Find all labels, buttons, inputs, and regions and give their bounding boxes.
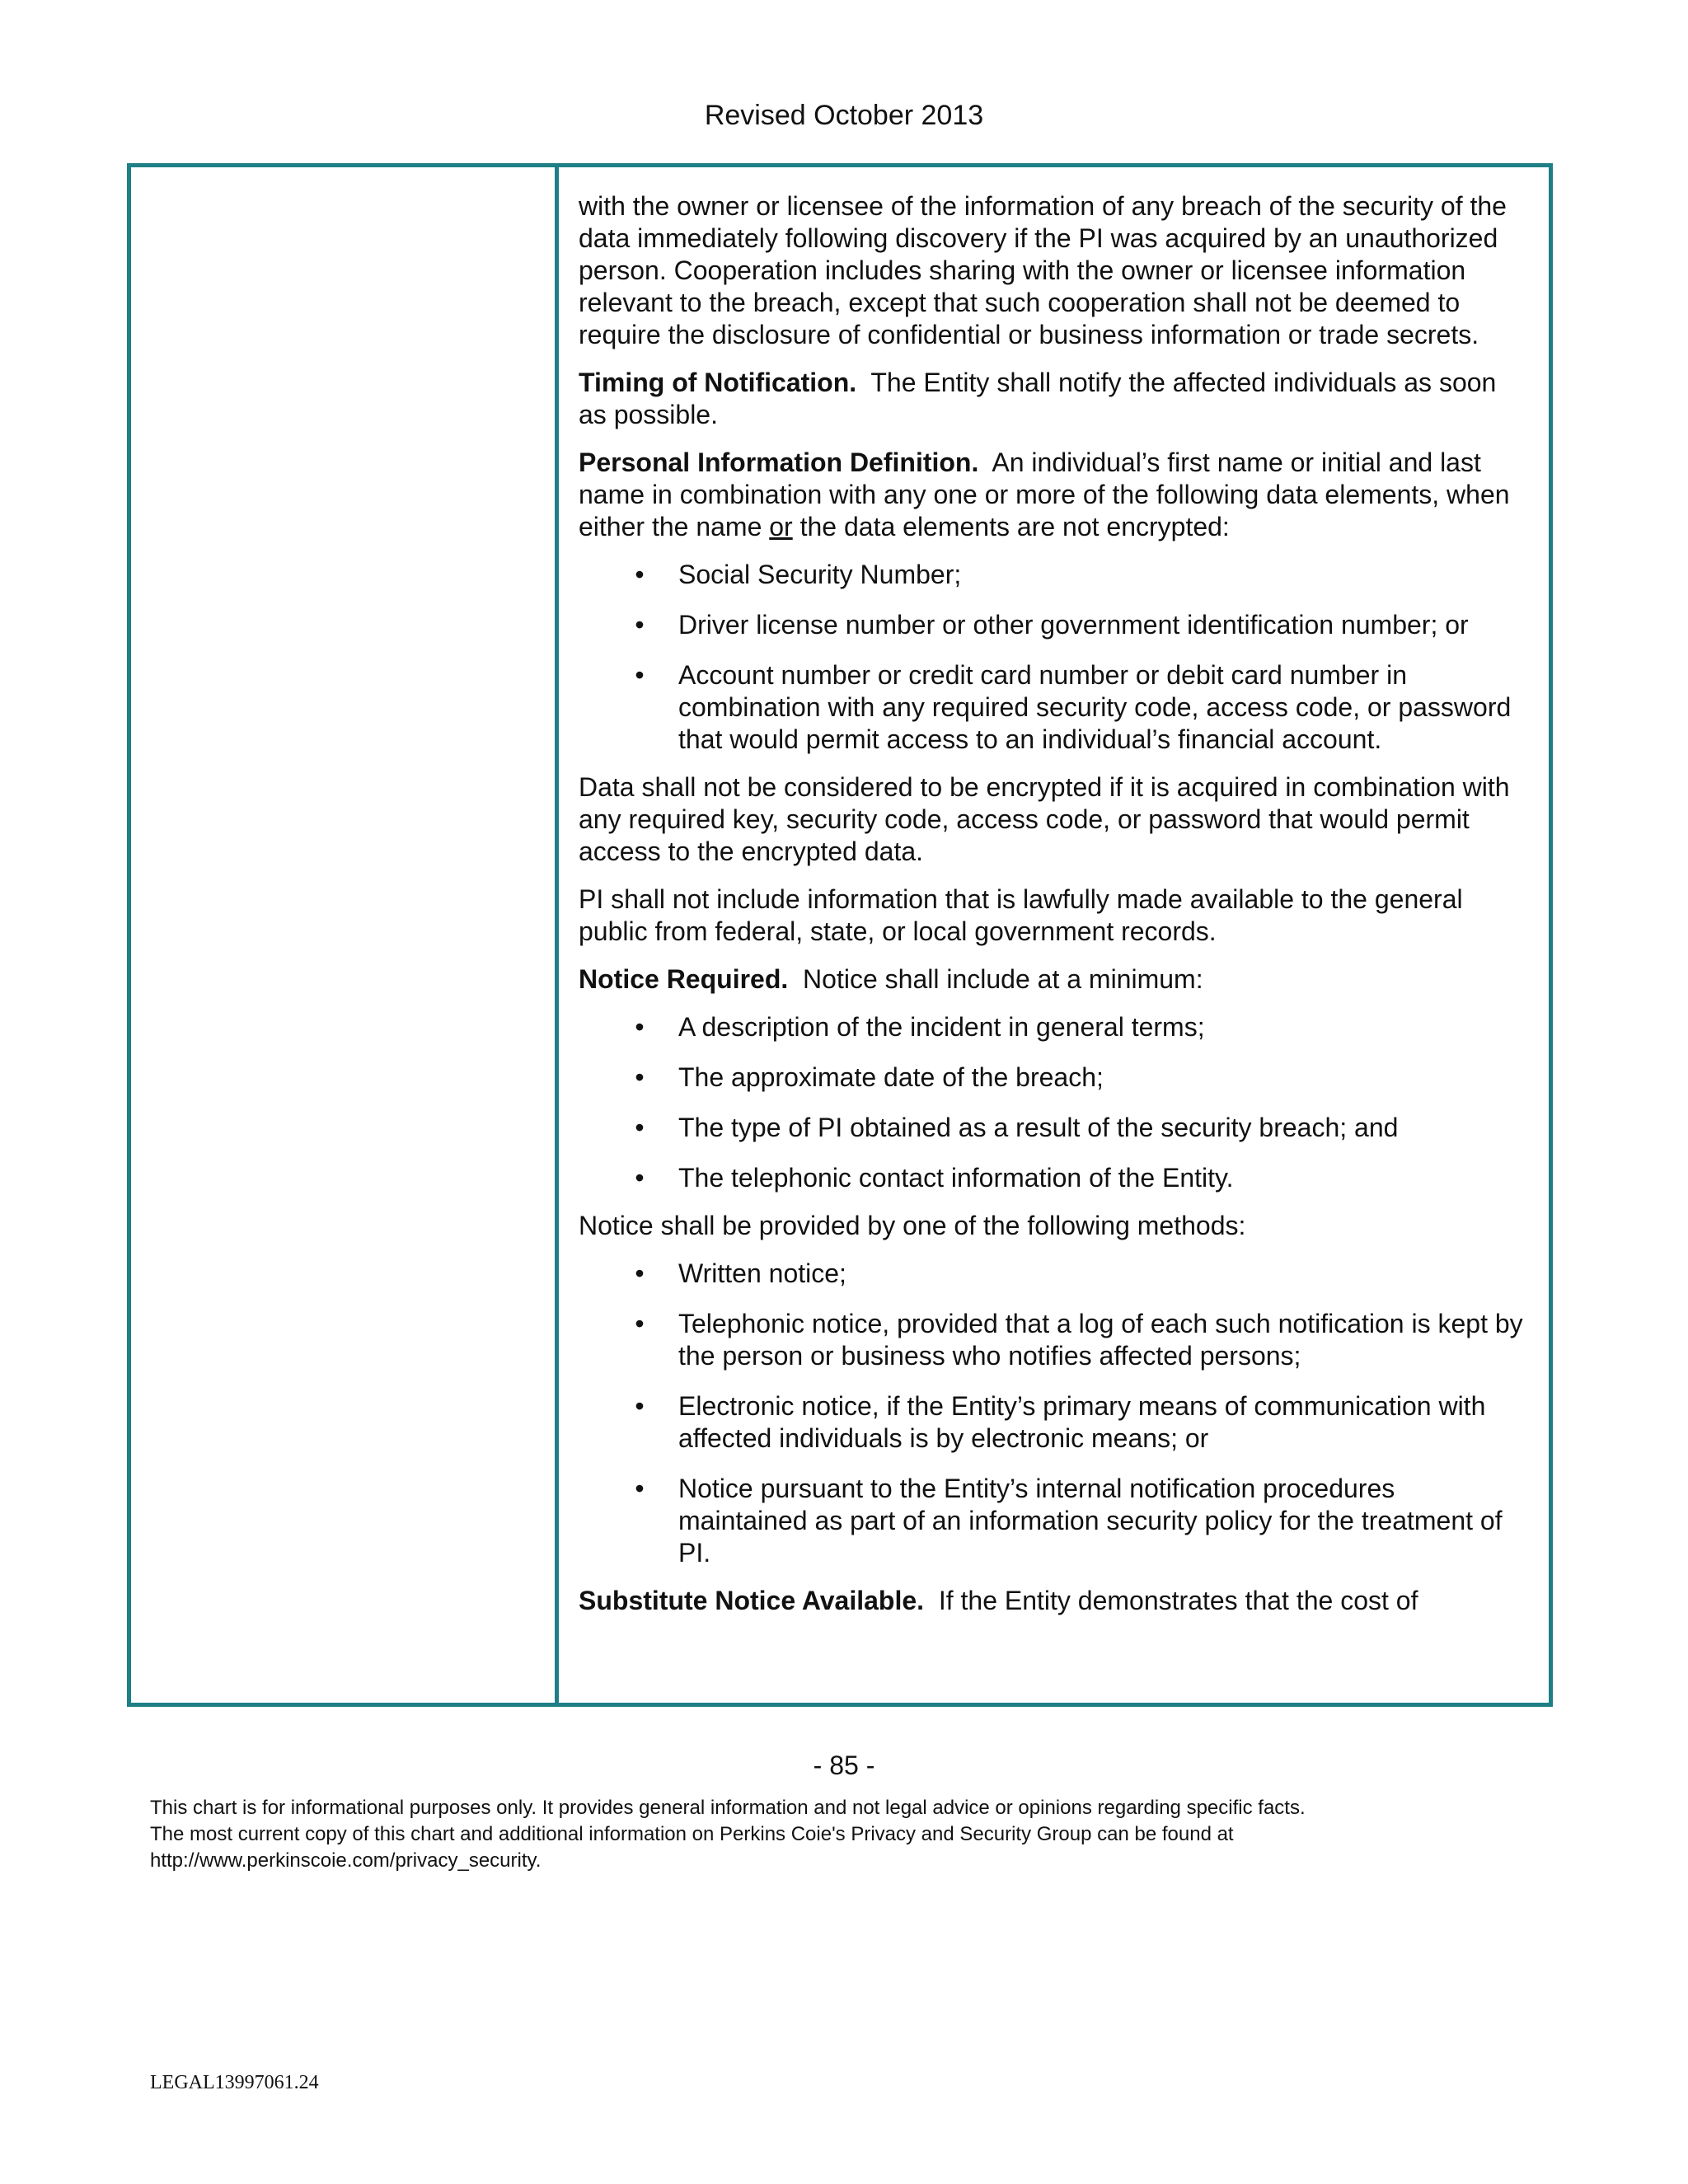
bullet-icon: •	[635, 1258, 645, 1288]
bullet-icon: •	[635, 1391, 645, 1421]
list-item	[579, 1308, 1529, 1372]
bullet-icon: •	[635, 660, 645, 690]
list-item-text: Social Security Number;	[678, 560, 962, 589]
pi-exclusion-paragraph: PI shall not include information that is lawfully made available to the general public from federal, state, or local government records.	[579, 884, 1463, 946]
law-chart-table	[127, 163, 1553, 1707]
page-number: - 85 -	[813, 1750, 875, 1780]
pi-definition-underlined: or	[769, 512, 793, 541]
list-item	[579, 1390, 1529, 1455]
list-item	[579, 1011, 1529, 1043]
list-item	[579, 1062, 1529, 1094]
bullet-icon: •	[635, 560, 645, 589]
bullet-icon: •	[635, 1012, 645, 1042]
list-item	[579, 559, 1529, 591]
list-item-text: Written notice;	[678, 1258, 846, 1288]
intro-paragraph: with the owner or licensee of the information of any breach of the security of the data immediately following discovery if the PI was acquired by an unauthorized person. Cooperation includes sharing with the owner or licensee information relevant to the breach, except that such cooperation shall not be deemed to require the disclosure of confidential or business information or trade secrets.	[579, 191, 1507, 349]
list-item	[579, 609, 1529, 641]
list-item	[579, 1162, 1529, 1194]
list-item	[579, 1473, 1529, 1569]
pi-definition-heading: Personal Information Definition.	[579, 448, 979, 477]
bullet-icon: •	[635, 1309, 645, 1338]
list-item-text: The type of PI obtained as a result of the security breach; and	[678, 1113, 1399, 1142]
bullet-icon: •	[635, 1474, 645, 1503]
substitute-notice-paragraph	[579, 1585, 1529, 1617]
bullet-icon: •	[635, 1163, 645, 1193]
notice-methods-paragraph: Notice shall be provided by one of the following methods:	[579, 1211, 1246, 1240]
timing-heading: Timing of Notification.	[579, 368, 857, 397]
pi-definition-text-after: the data elements are not encrypted:	[799, 512, 1230, 541]
document-id: LEGAL13997061.24	[150, 2072, 319, 2093]
pi-definition-text-before: An individual’s first name or initial and last name in combination with any one or more of the following data elements, when either the name	[579, 448, 1510, 541]
timing-text: The Entity shall notify the affected individuals as soon as possible.	[579, 368, 1497, 429]
list-item-text: Notice pursuant to the Entity’s internal notification procedures maintained as part of an information security policy for the treatment of PI.	[678, 1474, 1503, 1568]
substitute-notice-heading: Substitute Notice Available.	[579, 1586, 925, 1615]
notice-required-text: Notice shall include at a minimum:	[803, 964, 1203, 994]
bullet-icon: •	[635, 1062, 645, 1092]
pi-elements-list	[579, 559, 1529, 756]
bullet-icon: •	[635, 610, 645, 640]
pi-definition-paragraph	[579, 447, 1529, 543]
list-item-text: A description of the incident in general terms;	[678, 1012, 1205, 1042]
bullet-icon: •	[635, 1113, 645, 1142]
notice-methods-list	[579, 1258, 1529, 1569]
list-item	[579, 1258, 1529, 1290]
disclaimer-line: This chart is for informational purposes only. It provides general information and not legal advice or opinions regarding specific facts.	[150, 1797, 1306, 1819]
list-item-text: Driver license number or other government identification number; or	[678, 610, 1469, 640]
list-item-text: The approximate date of the breach;	[678, 1062, 1104, 1092]
notice-contents-list	[579, 1011, 1529, 1194]
list-item-text: Telephonic notice, provided that a log of each such notification is kept by the person or business who notifies affected persons;	[678, 1309, 1523, 1371]
list-item-text: The telephonic contact information of the Entity.	[678, 1163, 1234, 1193]
notice-required-paragraph	[579, 963, 1529, 996]
notice-required-heading: Notice Required.	[579, 964, 789, 994]
encrypted-note-paragraph: Data shall not be considered to be encrypted if it is acquired in combination with any required key, security code, access code, or password that would permit access to the encrypted data.	[579, 772, 1510, 866]
disclaimer-line: http://www.perkinscoie.com/privacy_security.	[150, 1849, 542, 1872]
substitute-notice-text: If the Entity demonstrates that the cost of	[938, 1586, 1418, 1615]
requirements-cell	[559, 167, 1549, 1703]
list-item-text: Account number or credit card number or debit card number in combination with any required security code, access code, or password that would permit access to an individual’s financial account.	[678, 660, 1512, 754]
timing-paragraph	[579, 367, 1529, 431]
disclaimer-line: The most current copy of this chart and additional information on Perkins Coie's Privacy and Security Group can be found at	[150, 1823, 1234, 1845]
list-item	[579, 659, 1529, 756]
revised-date-header: Revised October 2013	[704, 100, 984, 131]
list-item-text: Electronic notice, if the Entity’s primary means of communication with affected individuals is by electronic means; or	[678, 1391, 1486, 1453]
disclaimer	[150, 1795, 1551, 1874]
list-item	[579, 1112, 1529, 1144]
jurisdiction-cell	[131, 167, 559, 1703]
